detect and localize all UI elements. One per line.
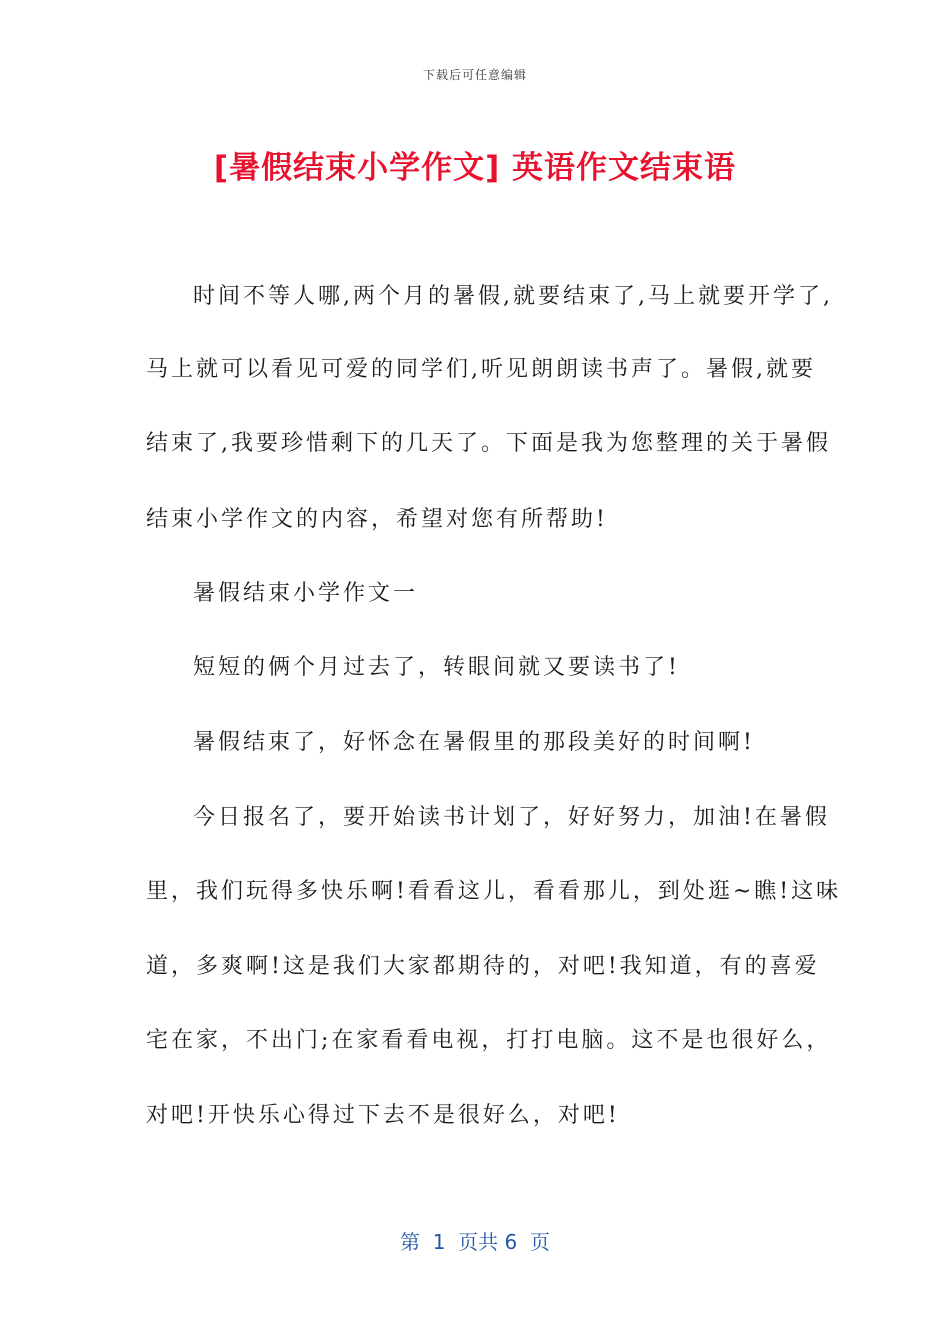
document-title: [暑假结束小学作文] 英语作文结束语 xyxy=(213,150,737,186)
body-line-6: 短短的俩个月过去了，转眼间就又要读书了! xyxy=(193,655,680,680)
body-line-3: 结束了,我要珍惜剩下的几天了。下面是我为您整理的关于暑假 xyxy=(146,431,831,456)
body-line-2: 马上就可以看见可爱的同学们,听见朗朗读书声了。暑假,就要 xyxy=(146,357,816,382)
body-line-4: 结束小学作文的内容，希望对您有所帮助! xyxy=(146,507,608,532)
body-line-9: 里，我们玩得多快乐啊!看看这儿，看看那儿，到处逛~瞧!这味 xyxy=(146,879,842,904)
body-line-10: 道，多爽啊!这是我们大家都期待的，对吧!我知道，有的喜爱 xyxy=(146,954,820,979)
section-heading: 暑假结束小学作文一 xyxy=(193,581,419,606)
body-line-7: 暑假结束了，好怀念在暑假里的那段美好的时间啊! xyxy=(193,730,755,755)
body-line-1: 时间不等人哪,两个月的暑假,就要结束了,马上就要开学了, xyxy=(193,284,833,309)
page-number: 第 1 页共 6 页 xyxy=(400,1230,550,1254)
body-line-11: 宅在家，不出门;在家看看电视，打打电脑。这不是也很好么， xyxy=(146,1028,832,1053)
body-line-12: 对吧!开快乐心得过下去不是很好么，对吧! xyxy=(146,1103,620,1128)
header-note: 下载后可任意编辑 xyxy=(422,68,527,82)
body-line-8: 今日报名了，要开始读书计划了，好好努力，加油!在暑假 xyxy=(193,805,830,830)
